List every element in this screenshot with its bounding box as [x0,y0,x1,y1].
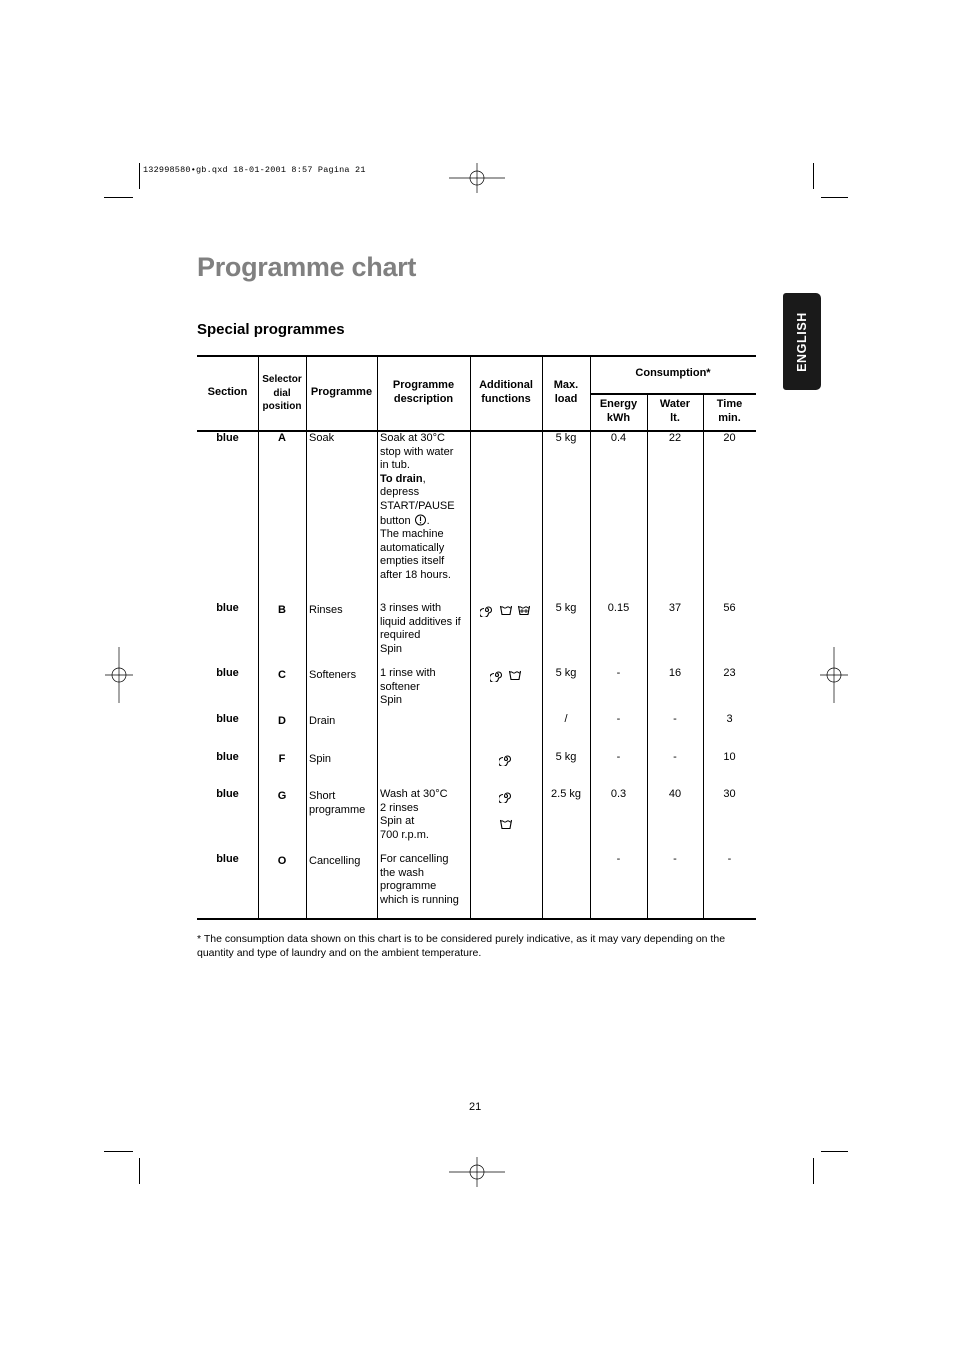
row-energy: - [616,667,621,679]
header-line: Selector [262,374,302,385]
header-section: Section [207,386,248,398]
crop-mark [813,1158,814,1184]
description-line: Spin [380,694,403,707]
description-line: 700 r.p.m. [380,828,429,841]
description-line: Spin at [380,815,415,828]
row-time: 23 [723,667,736,679]
crop-mark [104,1151,133,1152]
header-line: Energy [599,398,638,410]
row-section: blue [216,602,239,614]
header-description [377,379,470,406]
header-line: functions [481,392,531,405]
row-section: blue [216,751,239,763]
row-max-load: 2.5 kg [551,788,581,800]
description-line: after 18 hours. [380,568,451,581]
description-line: stop with water [380,445,454,458]
row-water: 37 [668,602,682,614]
header-line: load [554,392,578,405]
description-line: depress [380,486,420,499]
print-slug: 132998580•gb.qxd 18-01-2001 8:57 Pagina 21 [143,165,366,175]
rinse-icon [499,603,513,622]
rinse-icon [508,668,522,687]
description-line: button . [380,514,430,527]
page-title: Programme chart [197,252,417,282]
header-time [703,398,756,425]
row-energy: 0.15 [607,602,630,614]
programme-line: Drain [309,715,336,727]
row-description [380,788,472,842]
row-water: - [673,853,677,865]
header-line: description [393,392,454,405]
row-max-load: 5 kg [555,602,577,614]
description-line: To drain, [380,472,426,485]
row-description [380,667,472,708]
programme-line: Softeners [309,669,357,681]
row-programme [309,604,377,618]
row-water: - [673,751,677,763]
crop-mark [813,163,814,189]
description-line: 2 rinses [380,801,419,814]
row-section: blue [216,667,239,679]
table-rule [703,394,704,919]
row-time: 3 [726,713,733,725]
programme-line: Cancelling [309,855,361,867]
programme-line: Soak [309,432,335,444]
row-position: C [278,669,286,681]
row-section: blue [216,432,239,444]
section-subtitle: Special programmes [197,321,345,338]
programme-line: Short [309,790,336,802]
table-rule [306,356,307,919]
crop-mark [139,1158,140,1184]
registration-mark-icon [820,647,848,703]
header-line: dial [273,387,291,399]
table-rule [647,394,648,919]
programme-line: programme [309,803,366,816]
row-position: G [277,790,287,802]
description-line: automatically [380,541,445,554]
description-line: Wash at 30°C [380,788,448,800]
row-time: 30 [723,788,736,800]
header-consumption: Consumption* [635,367,711,379]
description-line: empties itself [380,555,445,568]
header-line: Water [659,398,691,410]
row-energy: - [616,853,621,865]
description-line: liquid additives if [380,615,461,628]
header-line: min. [718,411,741,424]
softener-icon [517,603,531,622]
description-line: programme [380,880,437,893]
header-energy [590,398,647,425]
header-line: position [262,401,302,412]
language-tab [783,293,821,390]
description-line: For cancelling [380,853,449,865]
row-section: blue [216,788,239,800]
header-line: Max. [553,379,579,391]
header-selector [258,373,306,414]
spin-icon [499,789,513,808]
row-time: 10 [723,751,736,763]
table-rule [377,356,378,919]
description-line: 1 rinse with [380,667,436,679]
header-programme: Programme [310,386,373,398]
row-programme [309,669,377,683]
header-line: Additional [479,379,533,391]
programme-line: Rinses [309,604,343,616]
description-line: softener [380,680,420,693]
description-line: Soak at 30°C [380,432,445,444]
row-energy: 0.4 [610,432,627,444]
description-line: 3 rinses with [380,602,442,614]
header-water [647,398,703,425]
row-description [380,602,472,656]
description-line: required [380,629,421,642]
row-water: 40 [668,788,682,800]
crop-mark [821,1151,848,1152]
row-time: - [727,853,732,865]
table-rule [590,393,756,395]
description-line: The machine [380,528,444,541]
spin-icon [490,668,504,687]
spin-icon [499,752,513,771]
row-energy: 0.3 [610,788,627,800]
row-time: 20 [723,432,736,444]
row-position: A [278,432,286,444]
registration-mark-icon [449,163,505,193]
table-rule [197,918,756,920]
table-rule [197,355,756,357]
language-tab-label: ENGLISH [795,311,809,372]
row-max-load: / [564,713,568,725]
row-max-load: 5 kg [555,667,577,679]
registration-mark-icon [105,647,133,703]
programme-line: Spin [309,753,332,765]
start-pause-icon [414,514,427,526]
row-section: blue [216,713,239,725]
row-description [380,432,472,583]
registration-mark-icon [449,1157,505,1187]
row-energy: - [616,751,621,763]
row-programme [309,855,377,869]
bold-phrase: To drain [380,472,423,485]
row-water: 16 [668,667,682,679]
row-programme [309,715,377,729]
header-line: kWh [606,411,631,424]
description-line: the wash [380,866,425,879]
rinse-icon [499,817,513,836]
description-line: in tub. [380,459,410,472]
row-time: 56 [723,602,736,614]
row-max-load: 5 kg [555,432,577,444]
header-line: Time [716,398,743,410]
row-position: B [278,604,286,616]
description-line: START/PAUSE [380,499,455,512]
row-section: blue [216,853,239,865]
page-number: 21 [469,1101,482,1113]
row-programme [309,753,377,767]
footnote: * The consumption data shown on this chart is to be considered purely indicative, as it may vary depending on the quantity and type of laundry and on the ambient temperature. [197,933,726,959]
crop-mark [821,197,848,198]
row-max-load: 5 kg [555,751,577,763]
spin-icon [480,603,494,622]
header-line: lt. [670,411,680,424]
header-line: Programme [392,379,455,391]
row-water: - [673,713,677,725]
row-programme [309,432,377,446]
row-position: D [278,715,286,727]
crop-mark [139,163,140,189]
row-description [380,853,472,907]
header-additional [470,379,542,406]
row-energy: - [616,713,621,725]
description-line: Spin [380,642,403,655]
row-position: F [278,753,286,765]
row-water: 22 [668,432,682,444]
crop-mark [104,197,133,198]
header-maxload [542,379,590,406]
description-line: which is running [380,893,459,906]
row-programme [309,790,377,817]
row-position: O [277,855,287,867]
